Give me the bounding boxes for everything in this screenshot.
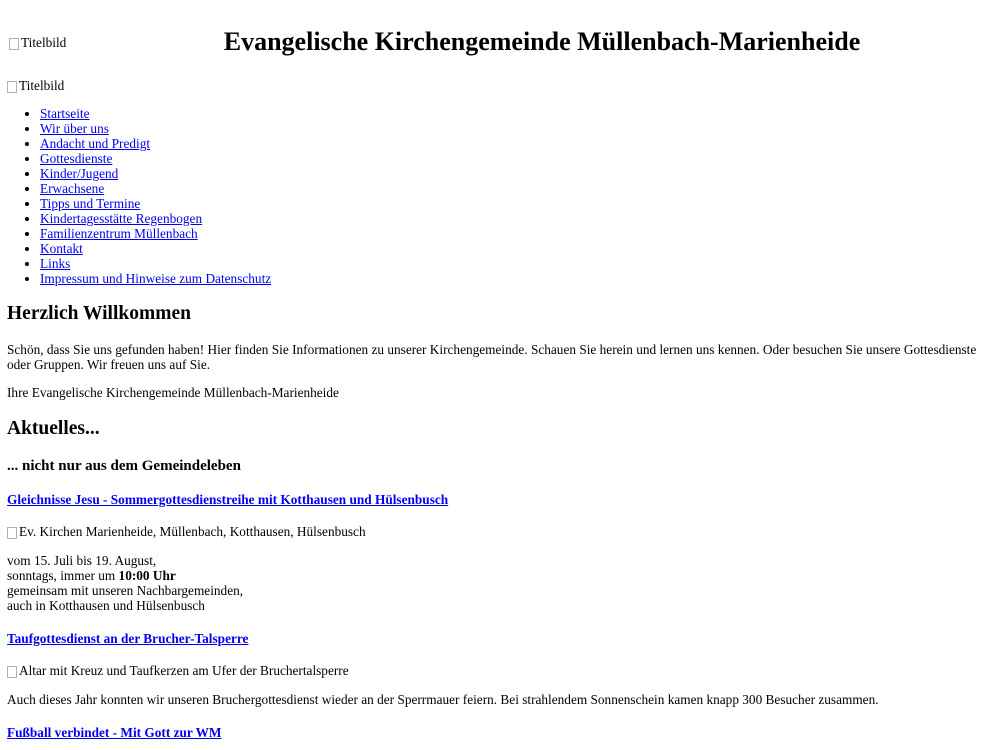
article-1-line-1: vom 15. Juli bis 19. August,	[7, 553, 157, 568]
banner-image	[7, 78, 64, 93]
article-3-link[interactable]: Fußball verbindet - Mit Gott zur WM	[7, 725, 222, 740]
site-header	[0, 0, 1000, 80]
nav-link-erwachsene[interactable]: Erwachsene	[40, 181, 105, 196]
main-navigation	[0, 106, 271, 286]
article-1-title	[7, 492, 448, 507]
nav-link-wir-ueber-uns[interactable]: Wir über uns	[40, 121, 109, 136]
article-1-image-alt: Ev. Kirchen Marienheide, Müllenbach, Kotthausen, Hülsenbusch	[19, 524, 366, 539]
welcome-signature: Ihre Evangelische Kirchengemeinde Müllenbach-Marienheide	[7, 385, 339, 400]
nav-item-familienzentrum	[40, 226, 271, 241]
nav-link-tipps-termine[interactable]: Tipps und Termine	[40, 196, 141, 211]
article-1-line-2-prefix: sonntags, immer um	[7, 568, 119, 583]
welcome-heading: Herzlich Willkommen	[7, 303, 191, 324]
nav-item-kontakt	[40, 241, 271, 256]
nav-link-andacht[interactable]: Andacht und Predigt	[40, 136, 151, 151]
article-1-line-4: auch in Kotthausen und Hülsenbusch	[7, 598, 205, 613]
nav-item-kinder-jugend	[40, 166, 271, 181]
nav-link-gottesdienste[interactable]: Gottesdienste	[40, 151, 113, 166]
nav-item-gottesdienste	[40, 151, 271, 166]
article-2-link[interactable]: Taufgottesdienst an der Brucher-Talsperre	[7, 631, 249, 646]
article-2-image	[7, 663, 349, 678]
article-3-title	[7, 725, 221, 740]
news-subheading: ... nicht nur aus dem Gemeindeleben	[7, 458, 241, 474]
nav-link-kontakt[interactable]: Kontakt	[40, 241, 83, 256]
article-1-link[interactable]: Gleichnisse Jesu - Sommergottesdienstreihe mit Kotthausen und Hülsenbusch	[7, 492, 449, 507]
nav-item-tipps-termine	[40, 196, 271, 211]
nav-item-wir-ueber-uns	[40, 121, 271, 136]
broken-image-icon	[7, 666, 17, 678]
nav-link-links[interactable]: Links	[40, 256, 71, 271]
article-2-title	[7, 631, 248, 646]
header-logo-alt: Titelbild	[21, 35, 67, 50]
site-title: Evangelische Kirchengemeinde Müllenbach-Marienheide	[223, 27, 861, 56]
welcome-text: Schön, dass Sie uns gefunden haben! Hier finden Sie Informationen zu unserer Kirchengemeinde. Schauen Sie herein und lernen uns kennen. Oder besuchen Sie unsere Gottesdienste oder Gruppen. Wir freuen uns auf Sie.	[7, 342, 977, 372]
broken-image-icon	[7, 527, 17, 539]
nav-item-kita	[40, 211, 271, 226]
nav-item-startseite	[40, 106, 271, 121]
nav-link-kita[interactable]: Kindertagesstätte Regenbogen	[40, 211, 203, 226]
nav-item-links	[40, 256, 271, 271]
article-1-text	[7, 553, 243, 613]
article-2-text: Auch dieses Jahr konnten wir unseren Bruchergottesdienst wieder an der Sperrmauer feiern. Bei strahlendem Sonnenschein kamen knapp 300 Besucher zusammen.	[7, 692, 879, 707]
article-1-image	[7, 524, 366, 539]
nav-link-impressum[interactable]: Impressum und Hinweise zum Datenschutz	[40, 271, 272, 286]
nav-item-erwachsene	[40, 181, 271, 196]
nav-link-kinder-jugend[interactable]: Kinder/Jugend	[40, 166, 119, 181]
broken-image-icon	[7, 81, 17, 93]
news-heading: Aktuelles...	[7, 418, 100, 439]
article-1-time: 10:00 Uhr	[118, 568, 176, 583]
banner-alt: Titelbild	[19, 78, 65, 93]
article-1-line-3: gemeinsam mit unseren Nachbargemeinden,	[7, 583, 244, 598]
article-2-image-alt: Altar mit Kreuz und Taufkerzen am Ufer der Bruchertalsperre	[19, 663, 349, 678]
nav-link-familienzentrum[interactable]: Familienzentrum Müllenbach	[40, 226, 198, 241]
nav-item-andacht	[40, 136, 271, 151]
nav-link-startseite[interactable]: Startseite	[40, 106, 90, 121]
nav-item-impressum	[40, 271, 271, 286]
